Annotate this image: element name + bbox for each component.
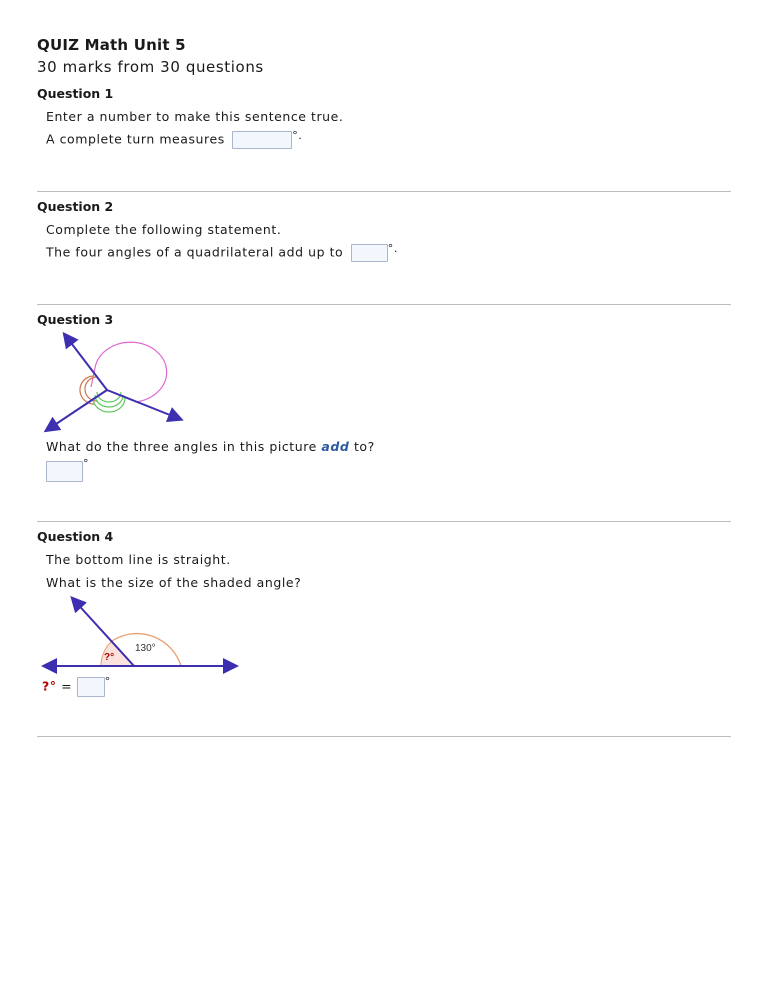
question-2-prompt-row — [46, 244, 398, 262]
degree-symbol: °. — [387, 242, 398, 255]
divider — [37, 191, 731, 192]
unknown-angle-symbol: ?° — [42, 678, 57, 694]
degree-symbol: ° — [104, 675, 111, 688]
equals-sign: = — [61, 678, 73, 694]
question-4-line-1: The bottom line is straight. — [46, 552, 231, 567]
question-1-prompt: A complete turn measures — [46, 131, 225, 147]
question-4-answer-input[interactable] — [77, 677, 105, 697]
angle-130-label: 130° — [135, 643, 156, 654]
quiz-subtitle: 30 marks from 30 questions — [37, 58, 264, 76]
green-angle-arc — [93, 398, 125, 412]
divider — [37, 521, 731, 522]
question-1-heading: Question 1 — [37, 86, 114, 101]
question-1-prompt-row — [46, 131, 302, 149]
question-4-angle-diagram — [37, 592, 242, 674]
question-4-heading: Question 4 — [37, 529, 114, 544]
degree-symbol: °. — [292, 129, 303, 142]
question-3-answer-input[interactable] — [46, 461, 83, 482]
question-2-heading: Question 2 — [37, 199, 114, 214]
ray-upper-left — [65, 335, 107, 390]
divider — [37, 304, 731, 305]
question-3-prompt: What do the three angles in this picture — [46, 439, 317, 454]
question-3-prompt-row — [46, 439, 375, 454]
question-2-prompt: The four angles of a quadrilateral add up to — [46, 244, 344, 260]
question-3-prompt-end: to? — [353, 439, 375, 454]
question-2-instruction: Complete the following statement. — [46, 222, 282, 237]
green-angle-arc — [95, 395, 123, 407]
question-3-emphasis: add — [321, 439, 350, 454]
question-4-answer-row — [42, 677, 111, 697]
degree-symbol: ° — [83, 457, 90, 470]
question-3-angle-diagram — [37, 330, 197, 434]
question-3-answer-row — [46, 457, 90, 482]
question-1-answer-input[interactable] — [232, 131, 292, 149]
ray-lower-left — [47, 390, 107, 430]
question-4-line-2: What is the size of the shaded angle? — [46, 575, 302, 590]
question-1-instruction: Enter a number to make this sentence true. — [46, 109, 344, 124]
divider — [37, 736, 731, 737]
question-2-answer-input[interactable] — [351, 244, 388, 262]
question-3-heading: Question 3 — [37, 312, 114, 327]
unknown-angle-label: ?° — [104, 652, 115, 663]
quiz-title: QUIZ Math Unit 5 — [37, 36, 186, 54]
